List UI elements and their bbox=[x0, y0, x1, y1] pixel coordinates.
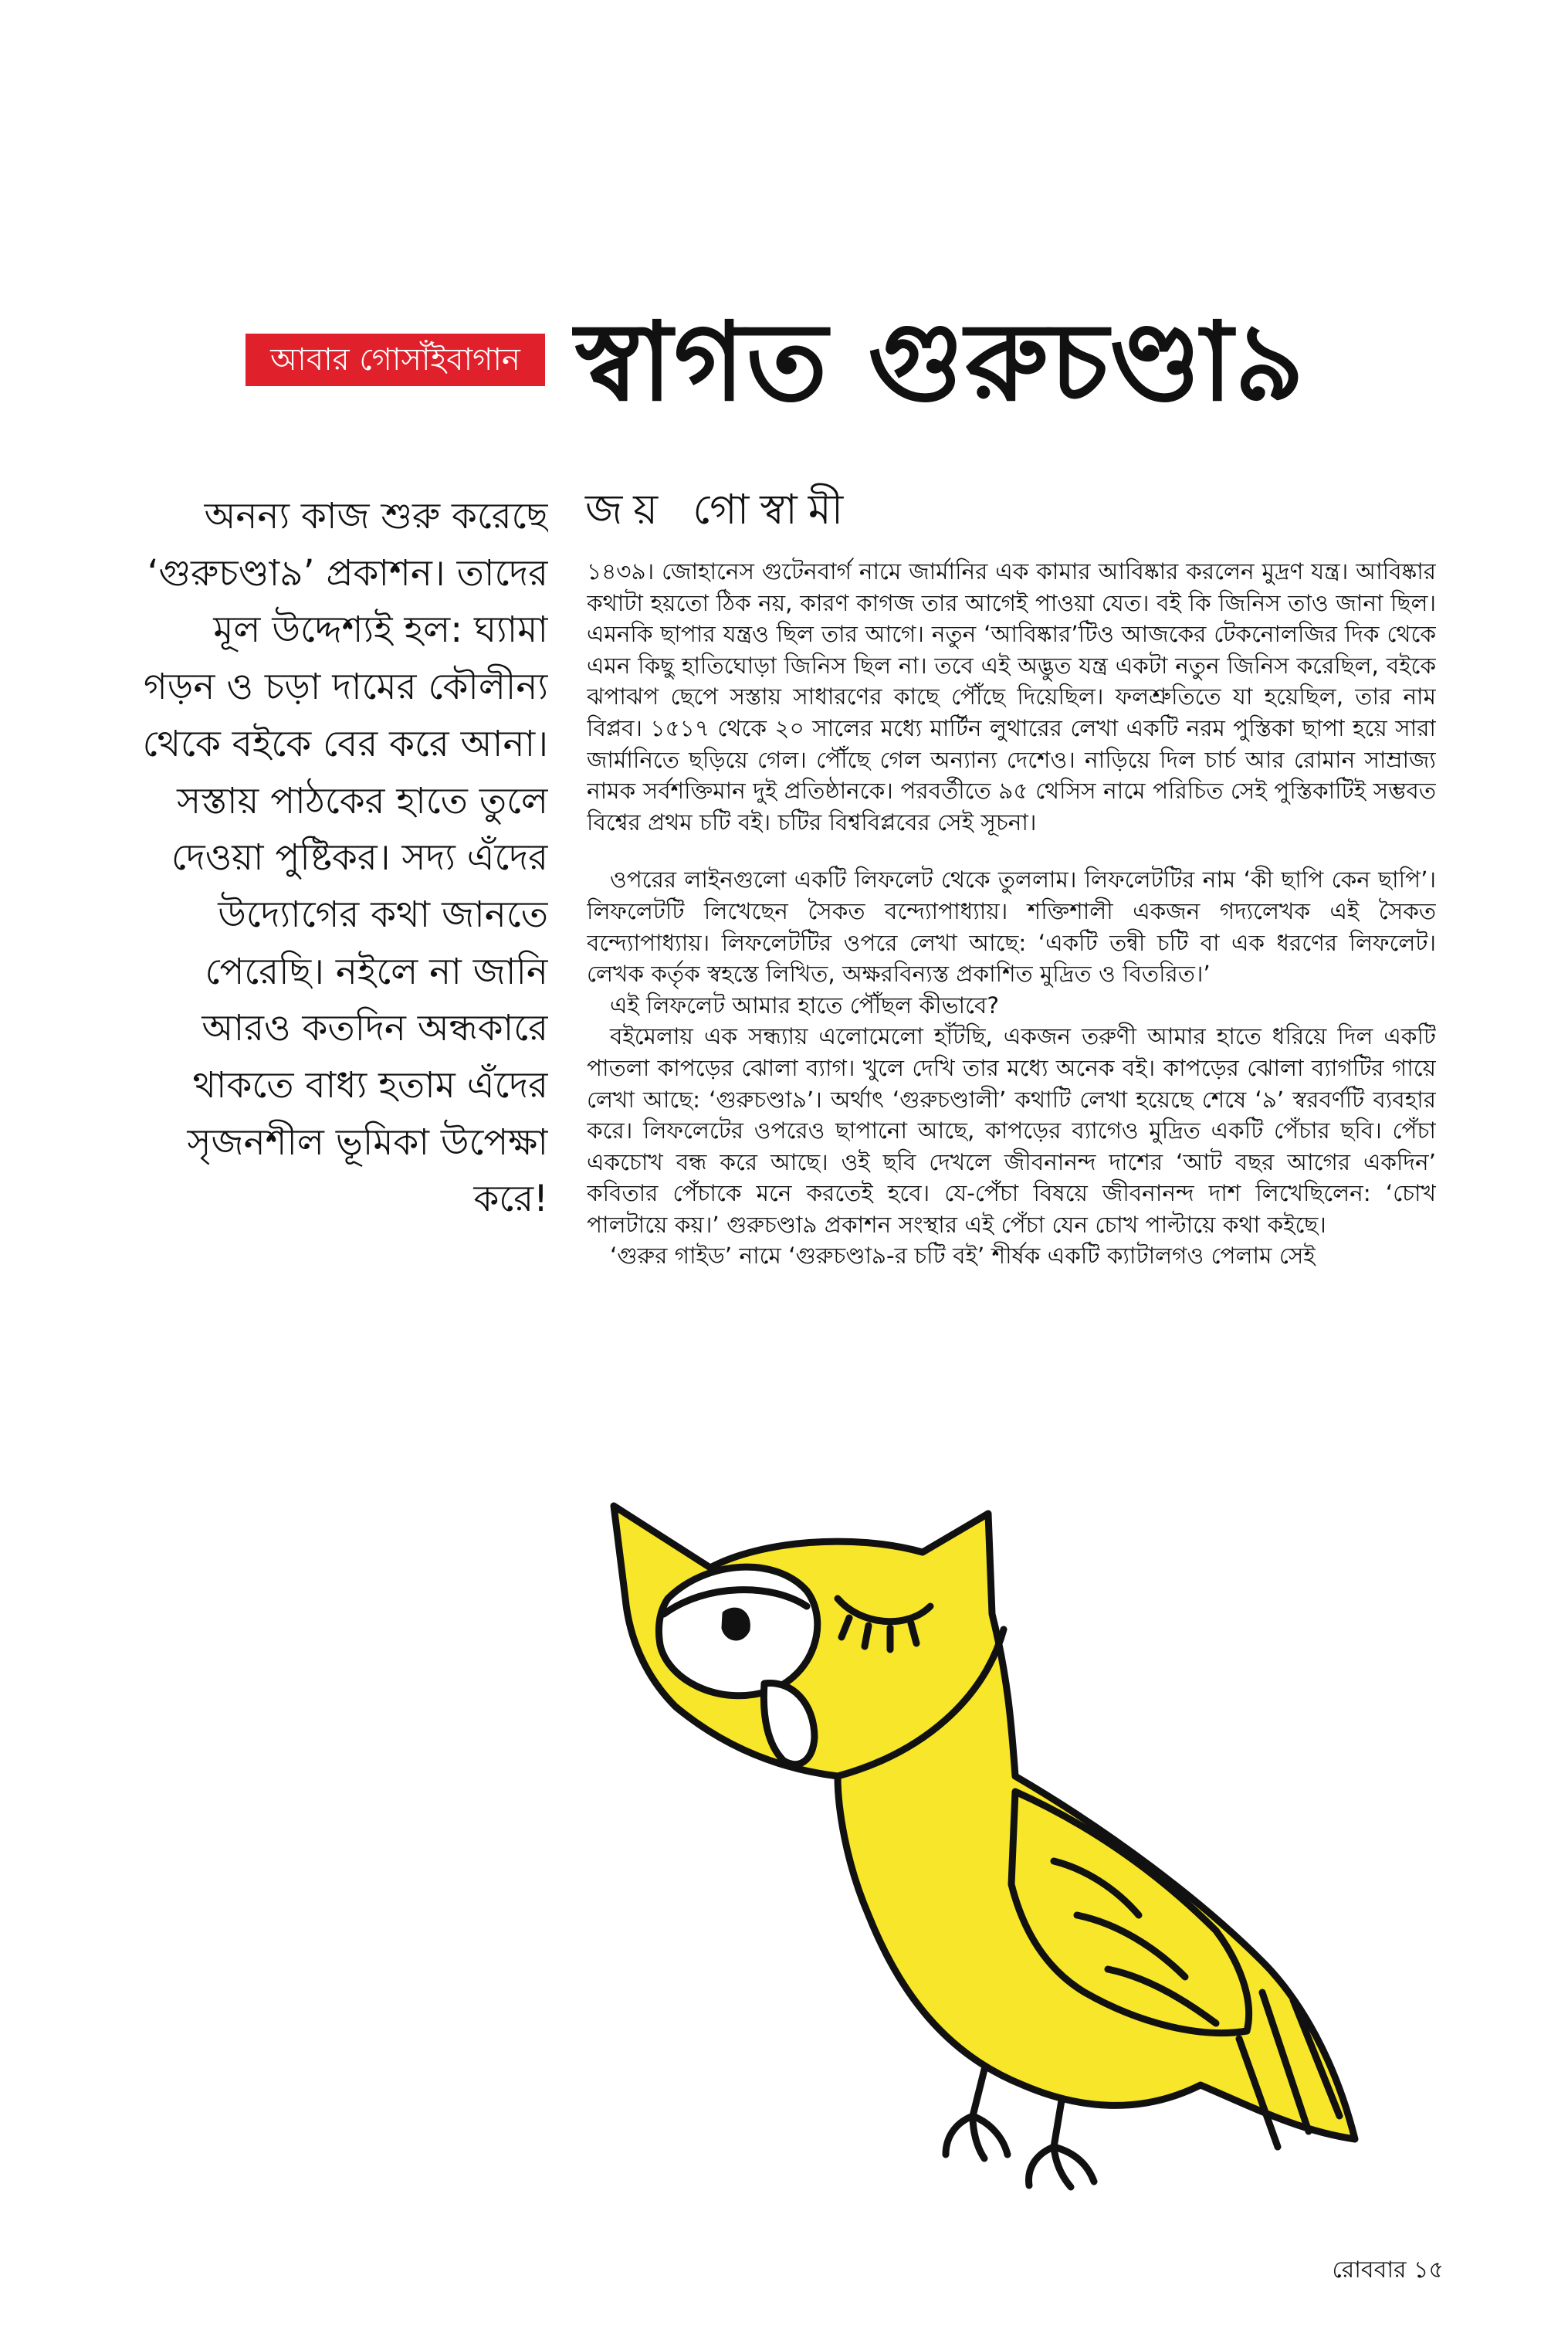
body-paragraph: ‘গুরুর গাইড’ নামে ‘গুরুচণ্ডা৯-র চটি বই’ শীর্ষক একটি ক্যাটালগও পেলাম সেই bbox=[610, 1243, 1316, 1270]
owl-left-foot bbox=[946, 2070, 1008, 2158]
owl-illustration bbox=[583, 1498, 1440, 2209]
article-title: স্বাগত গুরুচণ্ডা৯ bbox=[575, 300, 1306, 426]
owl-right-foot bbox=[1028, 2101, 1094, 2187]
body-paragraph: বইমেলায় এক সন্ধ্যায় এলোমেলো হাঁটছি, একজন তরুণী আমার হাতে ধরিয়ে দিল একটি পাতলা কাপড়ের ঝোলা ব্যাগ। খুলে দেখি তার মধ্যে অনেক বই। কাপড়ের ঝোলা ব্যাগটির গায়ে লেখা আছে: ‘গুরুচণ্ডা৯’। অর্থাৎ ‘গুরুচণ্ডালী’ কথাটি লেখা হয়েছে শেষে ‘৯’ স্বরবর্ণটি ব্যবহার করে। লিফলেটের ওপরেও ছাপানো আছে, কাপড়ের ব্যাগেও মুদ্রিত একটি পেঁচার ছবি। পেঁচা একচোখ বন্ধ করে আছে। ওই ছবি দেখলে জীবনানন্দ দাশের ‘আট বছর আগের একদিন’ কবিতার পেঁচাকে মনে করতেই হবে। যে-পেঁচা বিষয়ে জীবনানন্দ দাশ লিখেছিলেন: ‘চোখ পালটায়ে কয়।’ গুরুচণ্ডা৯ প্রকাশন সংস্থার এই পেঁচা যেন চোখ পাল্টায়ে কথা কইছে। bbox=[587, 1023, 1436, 1238]
author-byline: জয় গোস্বামী bbox=[585, 485, 855, 534]
pull-quote-text: অনন্য কাজ শুরু করেছে ‘গুরুচণ্ডা৯’ প্রকাশন। তাদের মূল উদ্দেশ্যই হল: ঘ্যামা গড়ন ও চড়া দামের কৌলীন্য থেকে বইকে বের করে আনা। সস্তায় পাঠকের হাতে তুলে দেওয়া পুষ্টিকর। সদ্য এঁদের উদ্যোগের কথা জানতে পেরেছি। নইলে না জানি আরও কতদিন অন্ধকারে থাকতে বাধ্য হতাম এঁদের সৃজনশীল ভূমিকা উপেক্ষা করে! bbox=[142, 495, 548, 1221]
page-footer: রোববার ১৫ bbox=[1332, 2256, 1444, 2284]
section-tag: আবার গোসাঁইবাগান bbox=[246, 334, 545, 386]
pull-quote bbox=[139, 488, 548, 1376]
owl-pupil bbox=[725, 1611, 747, 1637]
article-body bbox=[587, 556, 1436, 1365]
body-paragraph: এই লিফলেট আমার হাতে পৌঁছল কীভাবে? bbox=[610, 992, 1000, 1019]
body-paragraph: ওপরের লাইনগুলো একটি লিফলেট থেকে তুললাম। লিফলেটটির নাম ‘কী ছাপি কেন ছাপি’। লিফলেটটি লিখেছেন সৈকত বন্দ্যোপাধ্যায়। শক্তিশালী একজন গদ্যলেখক এই সৈকত বন্দ্যোপাধ্যায়। লিফলেটটির ওপরে লেখা আছে: ‘একটি তন্বী চটি বা এক ধরণের লিফলেট। লেখক কর্তৃক স্বহস্তে লিখিত, অক্ষরবিন্যস্ত প্রকাশিত মুদ্রিত ও বিতরিত।’ bbox=[587, 866, 1436, 988]
body-paragraph: ১৪৩৯। জোহানেস গুটেনবার্গ নামে জার্মানির এক কামার আবিষ্কার করলেন মুদ্রণ যন্ত্র। আবিষ্কার কথাটা হয়তো ঠিক নয়, কারণ কাগজ তার আগেই পাওয়া যেত। বই কি জিনিস তাও জানা ছিল। এমনকি ছাপার যন্ত্রও ছিল তার আগে। নতুন ‘আবিষ্কার’টিও আজকের টেকনোলজির দিক থেকে এমন কিছু হাতিঘোড়া জিনিস ছিল না। তবে এই অদ্ভুত যন্ত্র একটা নতুন জিনিস করেছিল, বইকে ঝপাঝপ ছেপে সস্তায় সাধারণের কাছে পৌঁছে দিয়েছিল। ফলশ্রুতিতে যা হয়েছিল, তার নাম বিপ্লব। ১৫১৭ থেকে ২০ সালের মধ্যে মার্টিন লুথারের লেখা একটি নরম পুস্তিকা ছাপা হয়ে সারা জার্মানিতে ছড়িয়ে গেল। পৌঁছে গেল অন্যান্য দেশেও। নাড়িয়ে দিল চার্চ আর রোমান সাম্রাজ্য নামক সর্বশক্তিমান দুই প্রতিষ্ঠানকে। পরবর্তীতে ৯৫ থেসিস নামে পরিচিত সেই পুস্তিকাটিই সম্ভবত বিশ্বের প্রথম চটি বই। চটির বিশ্ববিপ্লবের সেই সূচনা। bbox=[587, 558, 1436, 836]
